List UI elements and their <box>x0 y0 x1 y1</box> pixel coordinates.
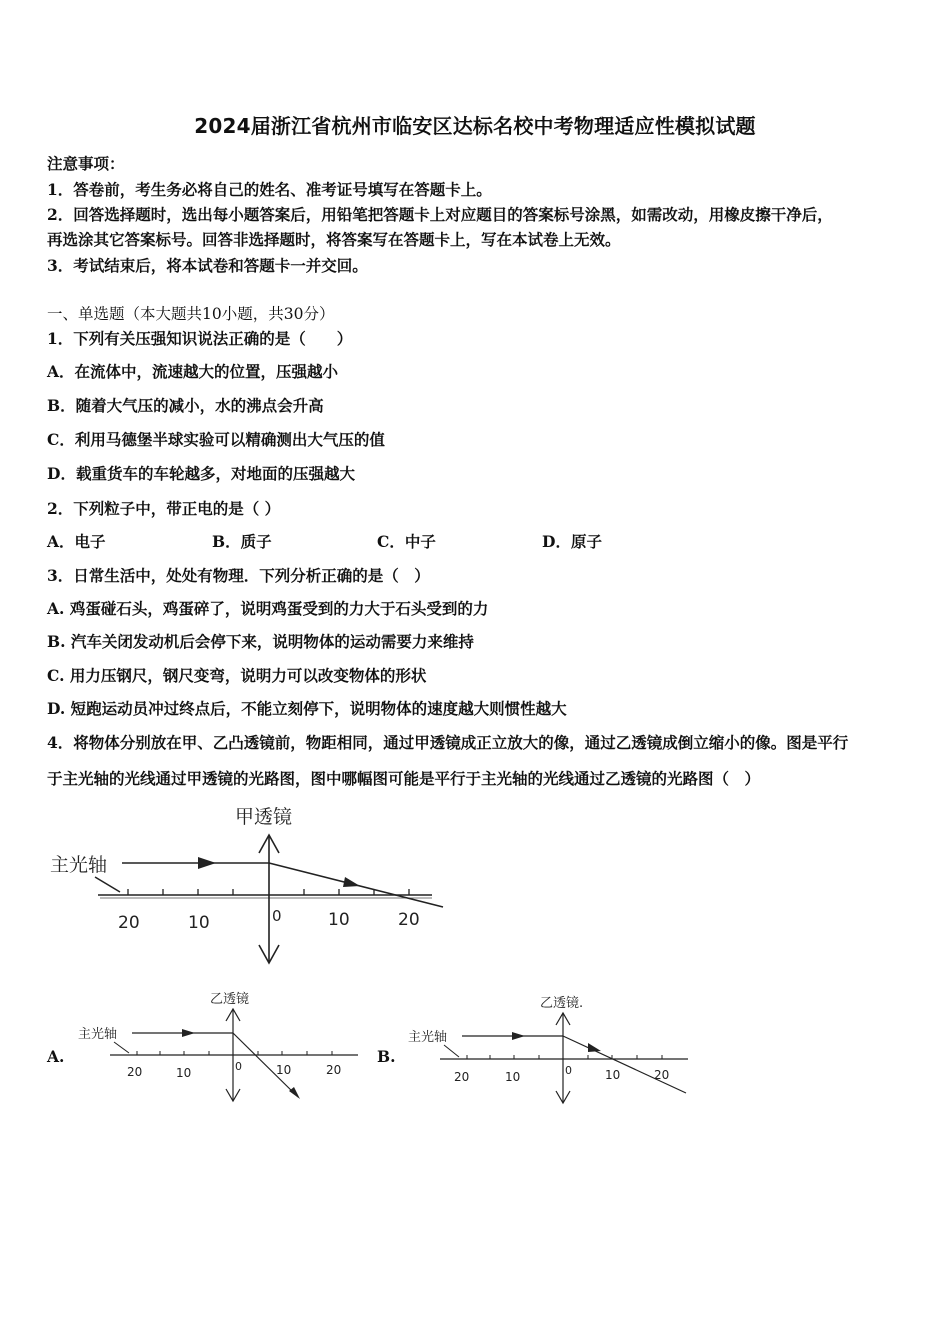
question-2-stem: 2．下列粒子中，带正电的是（ ） <box>47 499 281 518</box>
question-1-option-c: C．利用马德堡半球实验可以精确测出大气压的值 <box>47 430 385 449</box>
tick-label: 10 <box>328 910 350 930</box>
tick-label: 20 <box>654 1068 670 1082</box>
figure-option-a <box>72 985 372 1110</box>
question-3-option-a: A. 鸡蛋碰石头，鸡蛋碎了，说明鸡蛋受到的力大于石头受到的力 <box>47 599 489 618</box>
question-2-option-d: D．原子 <box>542 532 602 551</box>
tick-label: 20 <box>326 1063 342 1077</box>
question-2-option-a: A．电子 <box>47 532 106 551</box>
axis-pointer <box>444 1045 459 1057</box>
tick-label: 10 <box>505 1070 521 1084</box>
incident-ray-arrow <box>198 857 216 869</box>
lens-label-yi: 乙透镜. <box>540 996 584 1011</box>
axis-label: 主光轴 <box>78 1027 118 1042</box>
refracted-ray-arrow <box>289 1087 300 1099</box>
question-3-option-d: D. 短跑运动员冲过终点后，不能立刻停下，说明物体的速度越大则惯性越大 <box>47 699 567 718</box>
refracted-ray-arrow <box>588 1043 601 1052</box>
tick-label: 0 <box>235 1060 242 1073</box>
notice-item: 3．考试结束后，将本试卷和答题卡一并交回。 <box>47 256 368 275</box>
question-1-stem: 1．下列有关压强知识说法正确的是（ ） <box>47 329 353 348</box>
figure-option-b <box>402 985 702 1110</box>
tick-label: 20 <box>454 1070 470 1084</box>
refracted-ray <box>563 1036 686 1093</box>
question-1-option-b: B．随着大气压的减小，水的沸点会升高 <box>47 396 324 415</box>
tick-label: 20 <box>118 913 140 933</box>
tick-label: 20 <box>398 910 420 930</box>
question-4-option-b-letter: B. <box>377 1047 396 1066</box>
section-heading: 一、单选题（本大题共10小题，共30分） <box>47 305 335 323</box>
question-3-stem: 3．日常生活中，处处有物理．下列分析正确的是（ ） <box>47 566 430 585</box>
page-title: 2024届浙江省杭州市临安区达标名校中考物理适应性模拟试题 <box>194 114 756 138</box>
question-4-stem-line-1: 4．将物体分别放在甲、乙凸透镜前，物距相同，通过甲透镜成正立放大的像，通过乙透镜成倒立缩小的像。图是平行 <box>47 733 849 752</box>
tick-label: 10 <box>188 913 210 933</box>
axis-pointer <box>114 1042 129 1053</box>
notice-item: 1．答卷前，考生务必将自己的姓名、准考证号填写在答题卡上。 <box>47 180 492 199</box>
question-3-option-b: B. 汽车关闭发动机后会停下来，说明物体的运动需要力来维持 <box>47 632 474 651</box>
axis-label: 主光轴 <box>50 854 108 876</box>
axis-pointer <box>95 877 120 892</box>
refracted-ray-arrow <box>343 877 360 887</box>
incident-ray-arrow <box>512 1032 525 1040</box>
question-3-option-c: C. 用力压钢尺，钢尺变弯，说明力可以改变物体的形状 <box>47 666 427 685</box>
notice-item: 再选涂其它答案标号。回答非选择题时，将答案写在答题卡上，写在本试卷上无效。 <box>47 230 621 249</box>
incident-ray-arrow <box>182 1029 195 1037</box>
question-2-option-c: C．中子 <box>377 532 436 551</box>
tick-label: 10 <box>605 1068 621 1082</box>
figure-lens-jia <box>40 795 460 970</box>
tick-label: 20 <box>127 1065 143 1079</box>
tick-label: 10 <box>276 1063 292 1077</box>
tick-label: 10 <box>176 1066 192 1080</box>
lens-label-yi: 乙透镜 <box>210 992 250 1007</box>
axis-label: 主光轴 <box>408 1030 448 1045</box>
question-1-option-d: D．载重货车的车轮越多，对地面的压强越大 <box>47 464 355 483</box>
tick-label: 0 <box>272 907 282 925</box>
question-4-stem-line-2: 于主光轴的光线通过甲透镜的光路图，图中哪幅图可能是平行于主光轴的光线通过乙透镜的光路图（ ） <box>47 769 761 788</box>
lens-label-jia: 甲透镜 <box>235 806 293 828</box>
question-1-option-a: A．在流体中，流速越大的位置，压强越小 <box>47 362 339 381</box>
question-4-option-a-letter: A. <box>47 1047 65 1066</box>
question-2-option-b: B．质子 <box>212 532 272 551</box>
notice-heading: 注意事项： <box>47 154 125 173</box>
tick-label: 0 <box>565 1064 572 1077</box>
notice-item: 2．回答选择题时，选出每小题答案后，用铅笔把答题卡上对应题目的答案标号涂黑，如需改动，用橡皮擦干净后， <box>47 205 833 224</box>
